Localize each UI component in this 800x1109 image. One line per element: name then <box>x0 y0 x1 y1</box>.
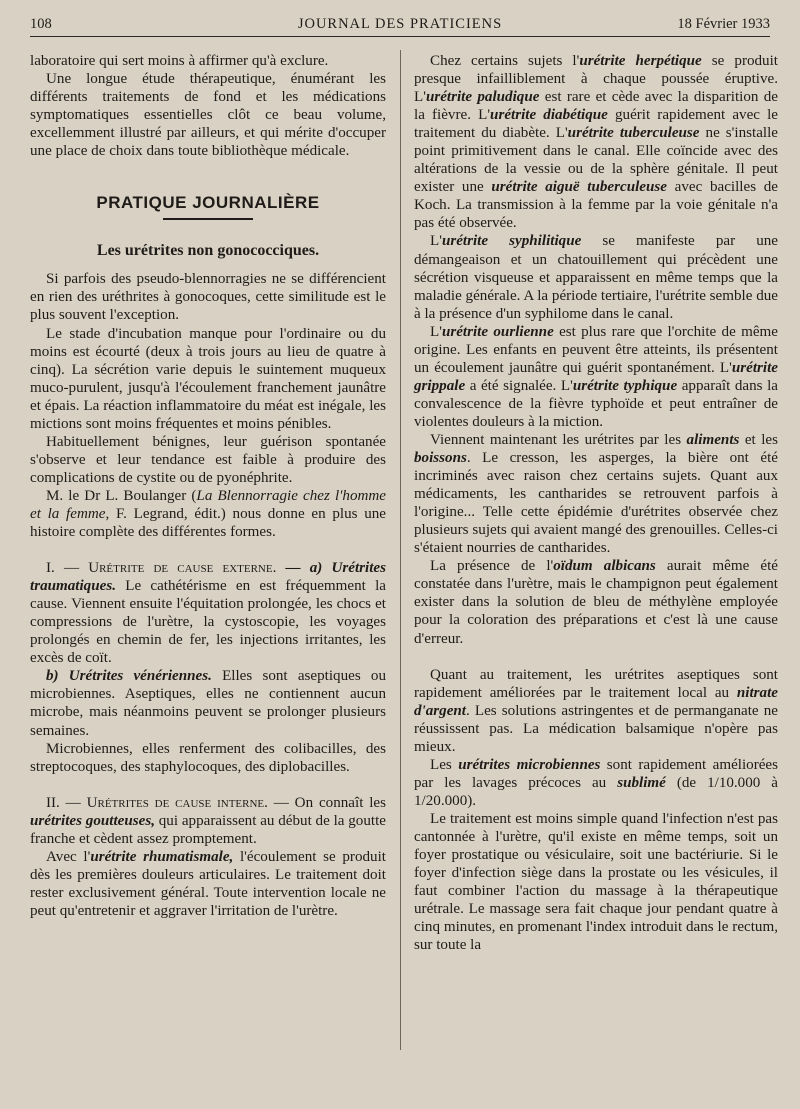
paragraph: Si parfois des pseudo-blennorragies ne se différencient en rien des uréthrites à gonocoques, cette similitude est le plus souvent l'exception. <box>30 271 386 324</box>
issue-date: 18 Février 1933 <box>677 16 770 32</box>
journal-title: JOURNAL DES PRATICIENS <box>297 16 503 32</box>
right-column <box>414 52 778 954</box>
paragraph: Microbiennes, elles renferment des colibacilles, des streptocoques, des staphylocoques, des diplobacilles. <box>30 740 386 775</box>
paragraph: Avec l'urétrite rhumatismale, l'écoulement se produit dès les premières douleurs articulaires. Le traitement doit rester exclusivement général. Toute intervention locale ne peut qu'entretenir et aggraver l'irritation de l'urètre. <box>30 848 386 919</box>
page-number: 108 <box>30 16 52 32</box>
paragraph: Quant au traitement, les urétrites aseptiques sont rapidement améliorées par le traitement local au nitrate d'argent. Les solutions astringentes et de permanganate ne réussissent pas. La médication balsamique n'opère pas mieux. <box>414 666 778 755</box>
paragraph: La présence de l'oïdum albicans aurait même été constatée dans l'urètre, mais le champignon peut également exister dans la solution de bleu de méthylène employée pour la coloration des préparations et c'est là une cause d'erreur. <box>414 558 778 647</box>
paragraph: M. le Dr L. Boulanger (La Blennorragie chez l'homme et la femme, F. Legrand, édit.) nous donne en plus une histoire complète des différentes formes. <box>30 487 387 541</box>
paragraph: Le stade d'incubation manque pour l'ordinaire ou du moins est écourté (deux à trois jours au lieu de quatre à cinq). La sécrétion varie depuis le suintement muqueux muco-purulent, jusqu'à l'écoulement franchement jaunâtre et épais. La réaction inflammatoire du méat est inégale, les mictions sont moins fréquentes et moins pénibles. <box>30 325 386 432</box>
column-divider <box>400 50 401 1050</box>
paragraph: L'urétrite ourlienne est plus rare que l'orchite de même origine. Les enfants en peuvent être atteints, ils présentent un écoulement jaunâtre qui guérit spontanément. L'urétrite grippale a été signalée. L'urétrite typhique apparaît dans la convalescence de la fièvre typhoïde et peut entraîner de violentes douleurs à la miction. <box>414 323 778 430</box>
paragraph: Habituellement bénignes, leur guérison spontanée s'observe et leur tendance est faible à produire des complications de cystite ou de pyonéphrite. <box>30 433 386 486</box>
left-column <box>30 52 386 920</box>
paragraph: laboratoire qui sert moins à affirmer qu'à exclure. <box>30 53 329 69</box>
paragraph: b) Urétrites vénériennes. Elles sont aseptiques ou microbiennes. Aseptiques, elles ne contiennent aucun microbe, mais néanmoins peuvent se prolonger plusieurs semaines. <box>30 668 386 739</box>
paragraph: Chez certains sujets l'urétrite herpétique se produit presque infailliblement à chaque poussée éruptive. L'urétrite paludique est rare et cède avec la disparition de la fièvre. L'urétrite diabétique guérit rapidement avec le traitement du diabète. L'urétrite tuberculeuse ne s'installe point primitivement dans le canal. Elle coïncide avec des altérations de la vessie ou de la sphère génitale. Il peut exister une urétrite aiguë tuberculeuse avec bacilles de Koch. La transmission à la femme par la voie génitale n'a pas été observée. <box>414 53 779 232</box>
paragraph: I. — Urétrite de cause externe. — a) Urétrites traumatiques. Le cathétérisme en est fréquemment la cause. Viennent ensuite l'équitation prolongée, les chocs et compressions de l'urètre, la cystoscopie, les voyages prolongés en chemin de fer, les injections irritantes, les excès de coït. <box>30 560 386 667</box>
paragraph: II. — Urétrites de cause interne. — On connaît les urétrites goutteuses, qui apparaissent au début de la goutte franche et cèdent assez promptement. <box>30 794 387 847</box>
section-title: PRATIQUE JOURNALIÈRE <box>96 193 320 213</box>
paragraph: L'urétrite syphilitique se manifeste par une démangeaison et un chatouillement qui précèdent une sécrétion visqueuse et apparaissent en même temps que la maladie générale. A la période tertiaire, l'urétrite semble due à la présence d'un syphilome dans le canal. <box>414 233 778 322</box>
section-rule <box>163 218 253 220</box>
paragraph: Une longue étude thérapeutique, énumérant les différents traitements de fond et les médications symptomatiques essentielles clôt ce beau volume, excellemment illustré par ailleurs, et qui mérite d'occuper une place de choix dans toute bibliothèque médicale. <box>30 71 386 160</box>
paragraph: Les urétrites microbiennes sont rapidement améliorées par les lavages précoces au sublimé (de 1/10.000 à 1/20.000). <box>414 756 778 809</box>
article-title: Les urétrites non gonococciques. <box>96 242 320 260</box>
paragraph: Viennent maintenant les urétrites par les aliments et les boissons. Le cresson, les asperges, la bière ont été incriminés avec raison chez certains sujets. Quant aux médicaments, les cantharides se retrouvent parfois à l'origine... Telle cette épidémie d'urétrites observée chez plusieurs sujets qui avaient mangé des grenouilles. Celles-ci s'étaient nourries de cantharides. <box>414 431 778 557</box>
paragraph: Le traitement est moins simple quand l'infection n'est pas cantonnée à l'urètre, qu'il existe en même temps, soit un foyer prostatique ou vésiculaire, soit une bactériurie. Si le foyer d'infection siège dans la prostate ou les vésicules, il faut combiner l'action du massage à la thérapeutique urétrale. Le massage sera fait chaque jour pendant quatre à cinq minutes, en promenant l'index introduit dans le rectum, sur toute la <box>414 810 778 954</box>
page-header <box>30 14 770 37</box>
